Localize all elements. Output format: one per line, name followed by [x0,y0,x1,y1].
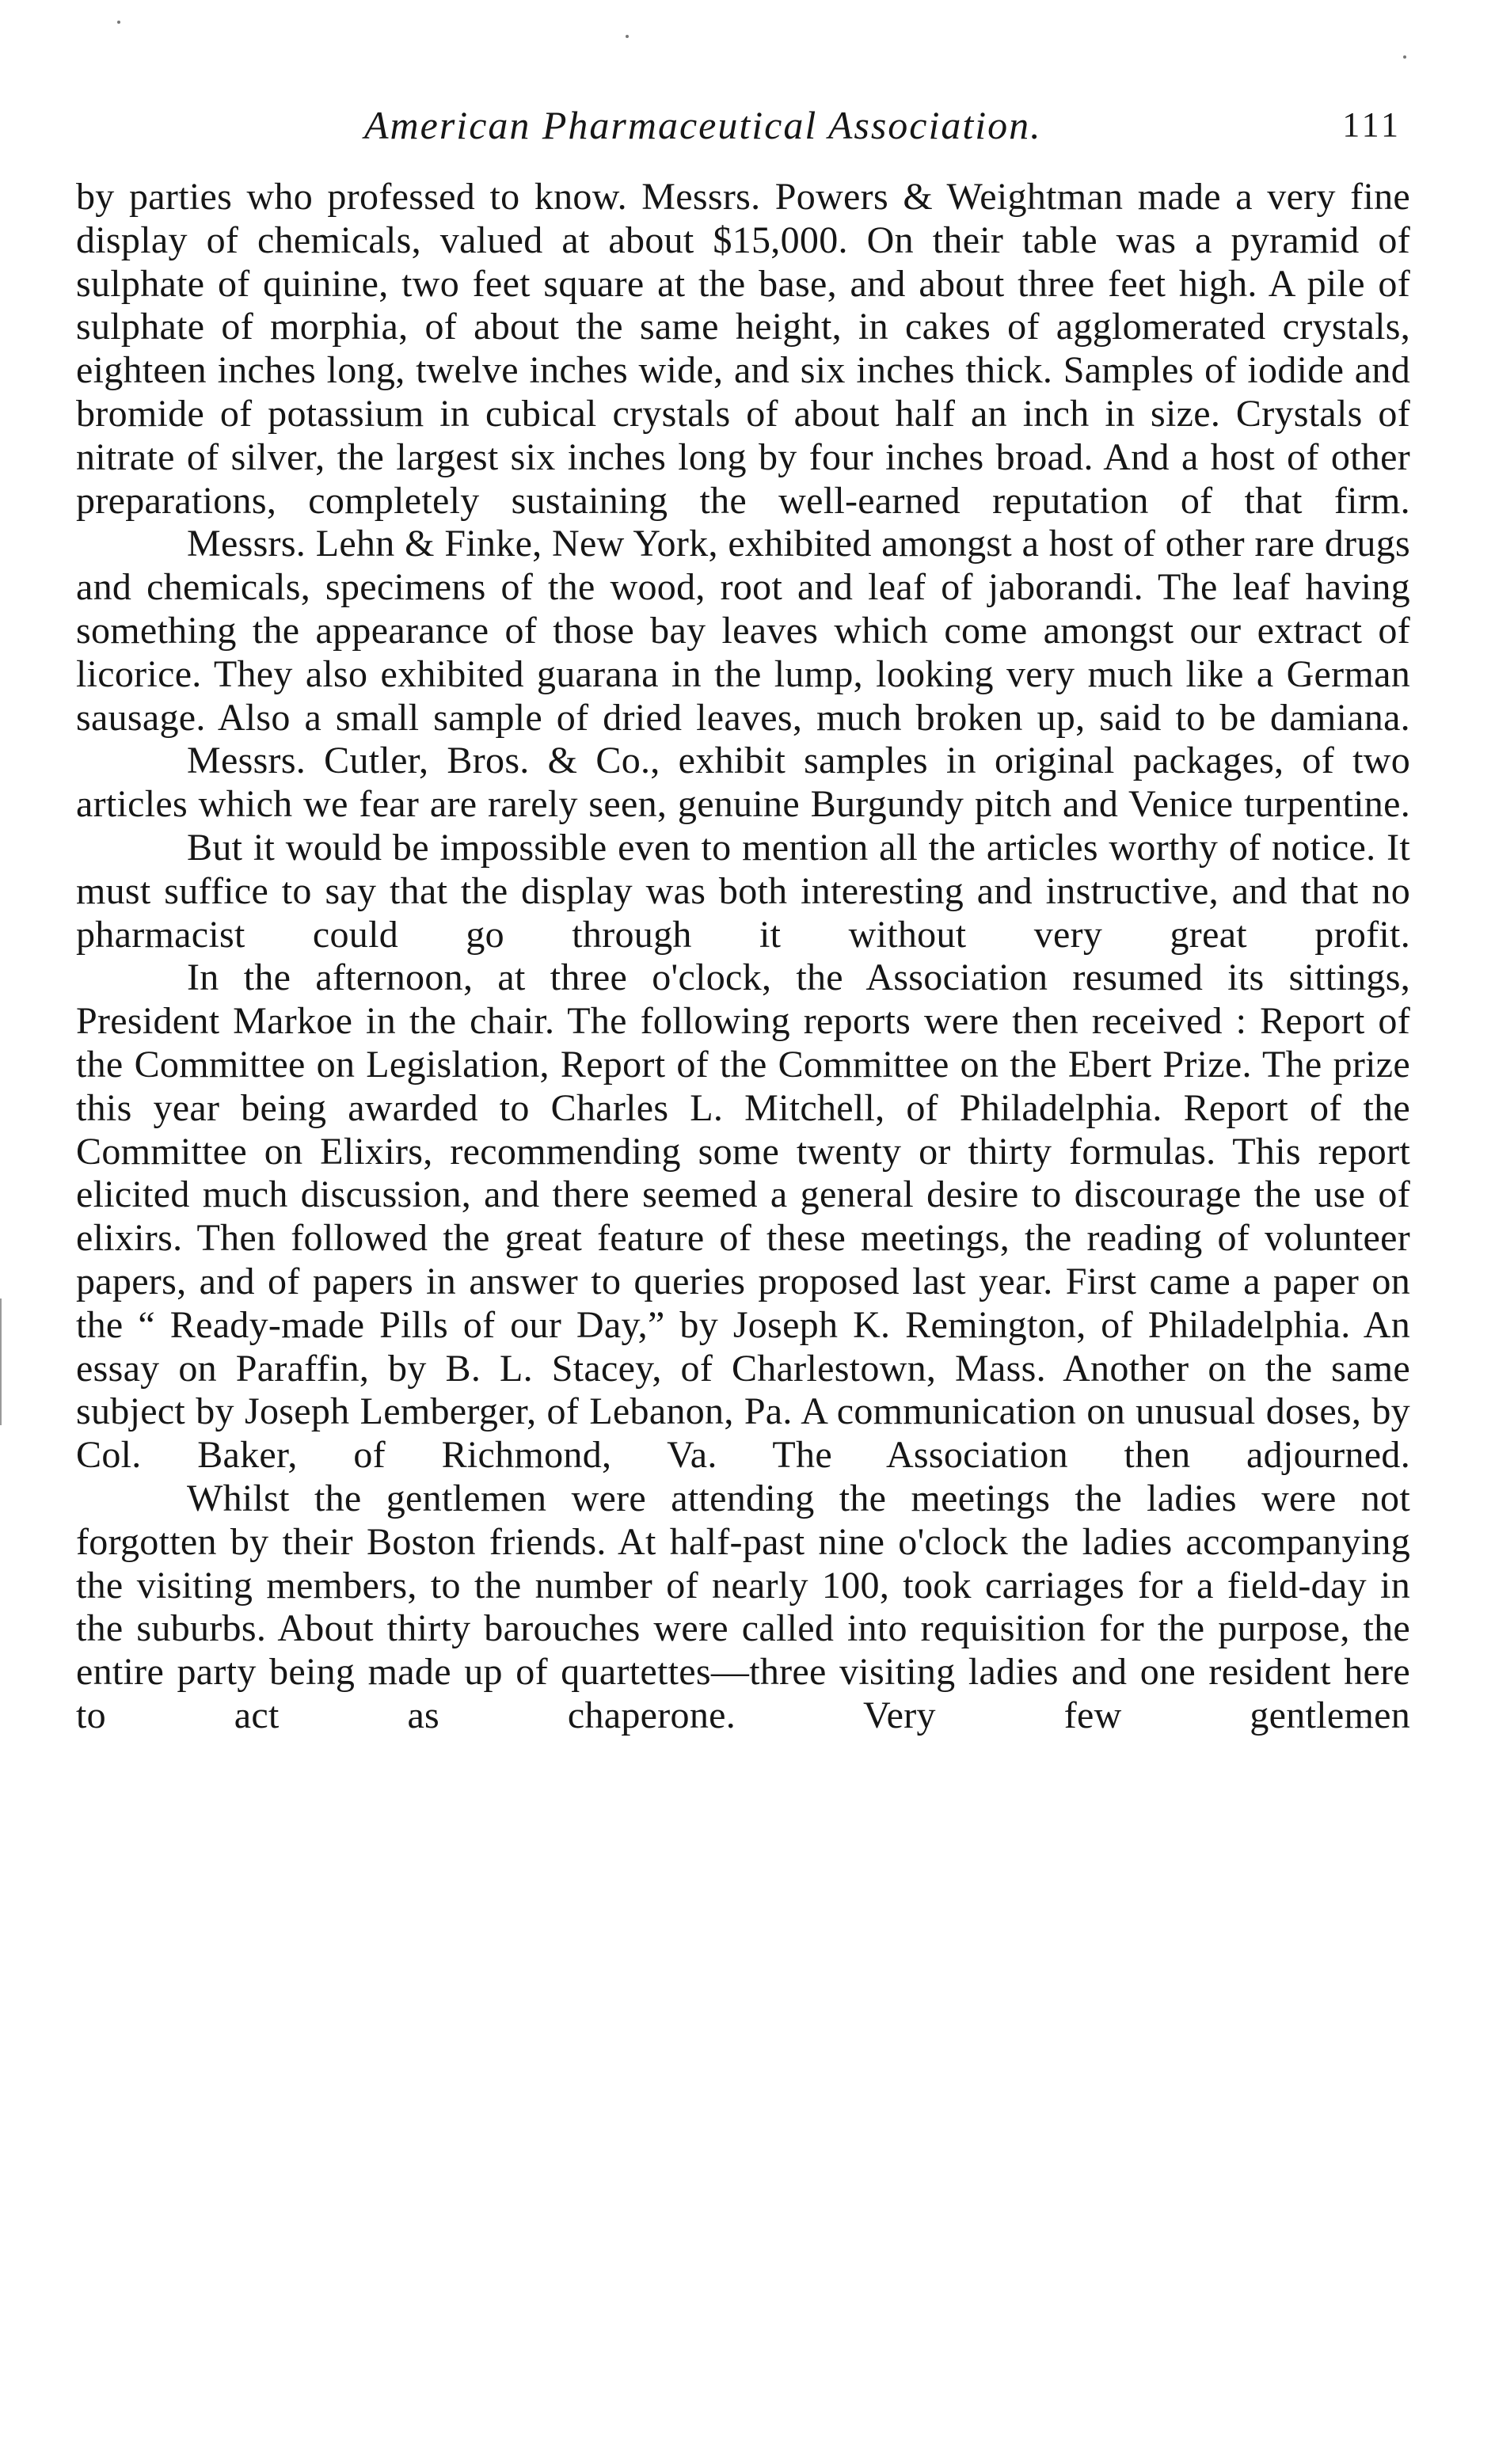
paragraph-display-summary: But it would be impossible even to mention all the articles worthy of notice. It must suffice to say that the display was both interesting and instructive, and that no pharmacist could go through it without very great profit. [76,826,1410,956]
paragraph-lehn-finke: Messrs. Lehn & Finke, New York, exhibited amongst a host of other rare drugs and chemicals, specimens of the wood, root and leaf of jaborandi. The leaf having something the appearance of those bay leaves which come amongst our extract of licorice. They also exhibited guarana in the lump, looking very much like a German sausage. Also a small sample of dried leaves, much broken up, said to be damiana. [76,523,1410,739]
paragraph-afternoon-session: In the afternoon, at three o'clock, the Association resumed its sittings, President Markoe in the chair. The following reports were then received : Report of the Committee on Legislation, Report of the Committee on the Ebert Prize. The prize this year being awarded to Charles L. Mitchell, of Philadelphia. Report of the Committee on Elixirs, recommending some twenty or thirty formulas. This report elicited much discussion, and there seemed a general desire to discourage the use of elixirs. Then followed the great feature of these meetings, the reading of volunteer papers, and of papers in answer to queries proposed last year. First came a paper on the “ Ready-made Pills of our Day,” by Joseph K. Remington, of Philadelphia. An essay on Paraffin, by B. L. Stacey, of Charlestown, Mass. Another on the same subject by Joseph Lemberger, of Lebanon, Pa. A communication on unusual doses, by Col. Baker, of Richmond, Va. The Association then adjourned. [76,956,1410,1477]
running-title: American Pharmaceutical Association. [364,103,1042,147]
ink-speck [626,35,629,38]
ink-speck [117,21,120,24]
gutter-rule [0,1299,2,1425]
paragraph-powers-weightman: by parties who professed to know. Messrs. Powers & Weightman made a very fine display of chemicals, valued at about $15,000. On their table was a pyramid of sulphate of quinine, two feet square at the base, and about three feet high. A pile of sulphate of morphia, of about the same height, in cakes of agglomerated crystals, eighteen inches long, twelve inches wide, and six inches thick. Samples of iodide and bromide of potassium in cubical crystals of about half an inch in size. Crystals of nitrate of silver, the largest six inches long by four inches broad. And a host of other preparations, completely sustaining the well-earned reputation of that firm. [76,176,1410,522]
running-head [190,93,1402,157]
page-number: 111 [1342,105,1402,144]
body-text [76,176,1410,1738]
ink-speck [1403,55,1406,59]
paragraph-cutler-bros: Messrs. Cutler, Bros. & Co., exhibit samples in original packages, of two articles which we fear are rarely seen, genuine Burgundy pitch and Venice turpentine. [76,740,1410,826]
paragraph-ladies-excursion: Whilst the gentlemen were attending the meetings the ladies were not forgotten by their Boston friends. At half-past nine o'clock the ladies accompanying the visiting members, to the number of nearly 100, took carriages for a field-day in the suburbs. About thirty barouches were called into requisition for the purpose, the entire party being made up of quartettes—three visiting ladies and one resident here to act as chaperone. Very few gentlemen [76,1477,1410,1736]
